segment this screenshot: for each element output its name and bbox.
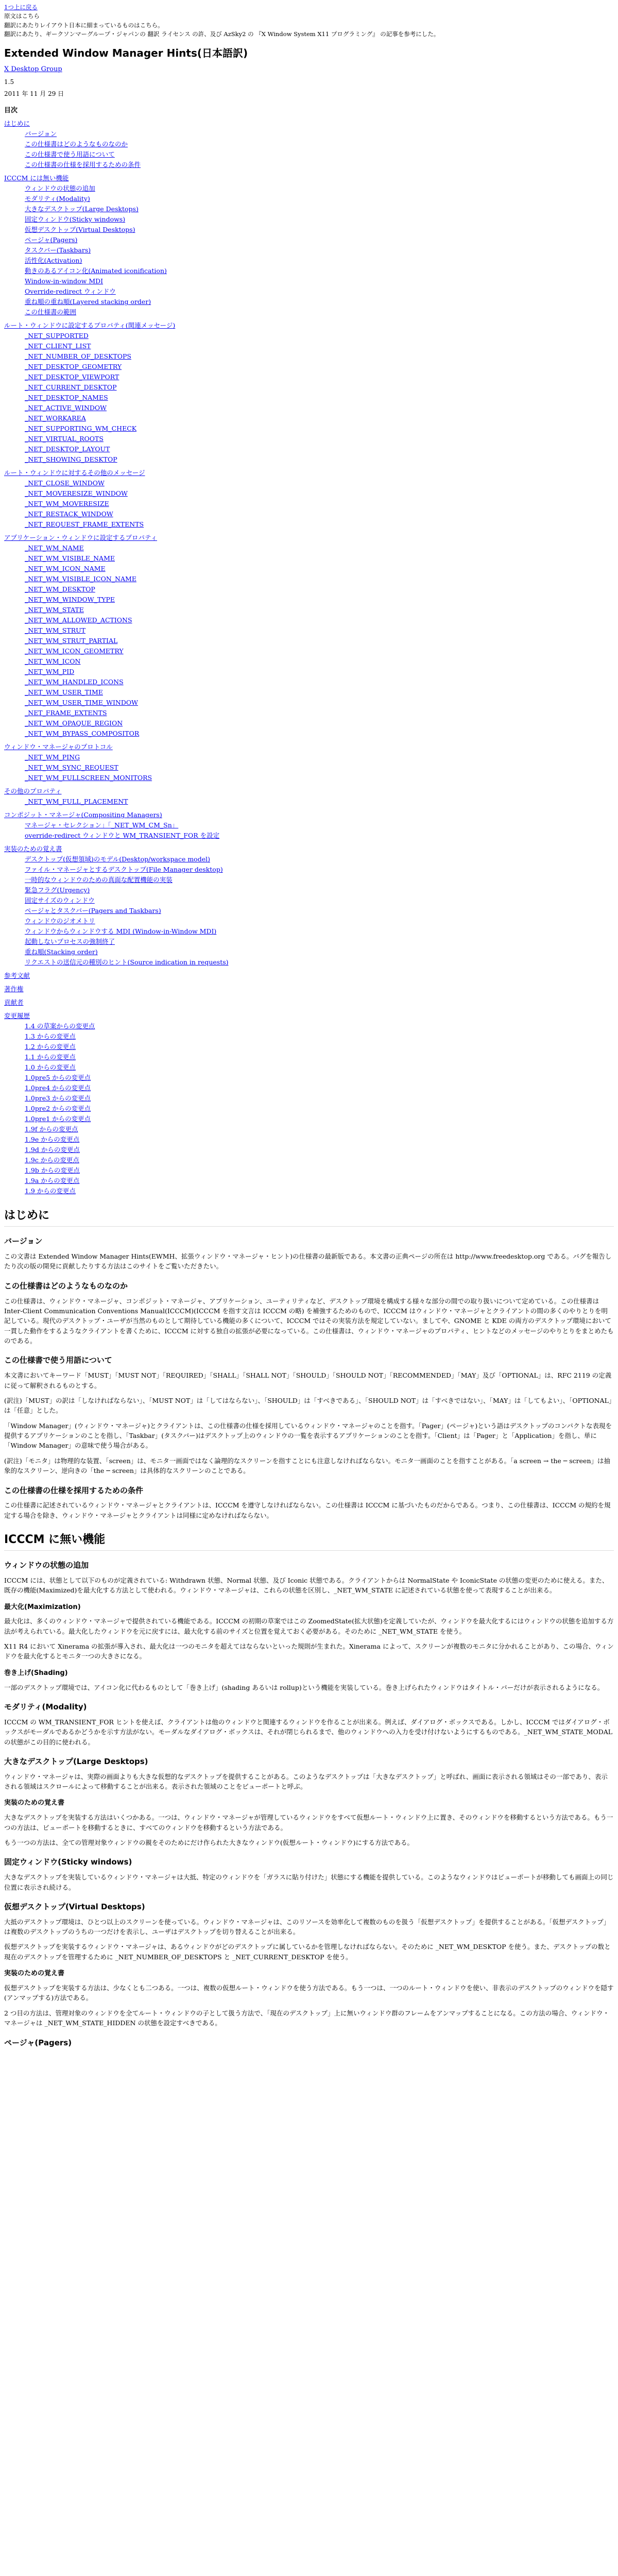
toc-link[interactable]: _NET_WM_ICON (25, 657, 81, 666)
paragraph: この文書は Extended Window Manager Hints(EWMH、拡張ウィンドウ・マネージャ・ヒント)の仕様書の最新版である。本文書の正典ページの所在は http://www.freedesktop.org である。バグを報告したり次の版の開発に貢献したりする方法はこのサイトをご覧いただきたい。 (4, 1252, 612, 1270)
toc-link[interactable]: _NET_DESKTOP_VIEWPORT (25, 373, 119, 381)
toc-link[interactable]: 一時的なウィンドウのための真面な配置機能の実装 (25, 876, 173, 884)
toc-link[interactable]: _NET_WM_PING (25, 753, 80, 761)
minor-heading: 巻き上げ(Shading) (4, 1669, 68, 1677)
toc-link[interactable]: ウィンドウ・マネージャのプロトコル (4, 743, 113, 751)
toc-item (25, 256, 614, 266)
toc-item (25, 204, 614, 214)
toc-item (4, 786, 614, 796)
subsection-heading: ウィンドウの状態の追加 (4, 1561, 89, 1570)
toc-link[interactable]: ICCCM には無い機能 (4, 174, 69, 182)
toc-item (25, 362, 614, 372)
toc-link[interactable]: _NET_DESKTOP_GEOMETRY (25, 363, 122, 371)
toc-item (25, 553, 614, 564)
toc-item (25, 413, 614, 423)
subsection-heading: 大きなデスクトップ(Large Desktops) (4, 1756, 148, 1766)
toc-link[interactable]: _NET_ACTIVE_WINDOW (25, 404, 107, 412)
minor-heading: 実装のための覚え書 (4, 1799, 65, 1807)
toc-link[interactable]: _NET_WM_STRUT (25, 626, 85, 635)
toc-item (25, 605, 614, 615)
paragraph: ICCCM には、状態として以下のものが定義されている: Withdrawn 状態、Normal 状態、及び Iconic 状態である。クライアントからは NormalState や IconicState の状態の変更のために使える。また、既存の機能(Maximized)を最大化する方法として使われる。ウィンドウ・マネージャは、これらの状態を区別し、_NET_WM_STATE に記述されている状態を使って表現することが出来る。 (4, 1576, 609, 1595)
toc-item (25, 139, 614, 149)
toc-link[interactable]: この仕様書の仕様を採用するための条件 (25, 161, 141, 169)
paragraph: もう一つの方法は、全ての管理対象ウィンドウの親をそのためにだけ作られた大きなウィンドウ(仮想ルート・ウィンドウ)にする方法である。 (4, 1839, 414, 1847)
toc-item (25, 773, 614, 783)
version: 1.5 (4, 78, 14, 86)
toc-item (25, 584, 614, 595)
toc-link[interactable]: 固定サイズのウィンドウ (25, 896, 95, 905)
toc-link[interactable]: ウィンドウのジオメトリ (25, 917, 95, 925)
toc-link[interactable]: _NET_WM_STRUT_PARTIAL (25, 637, 118, 645)
layout-note: 翻訳にあたりレイアウト日本に細まっているものはこちら。 (4, 21, 164, 29)
toc-item (25, 403, 614, 413)
toc-item (4, 742, 614, 752)
paragraph: 一部のデスクトップ環境では、アイコン化に代わるものとして「巻き上げ」(shading あるいは rollup)という機能を実装している。巻き上げられたウィンドウはタイトル・バーだけが表示されるようになる。 (4, 1683, 604, 1691)
toc-item (4, 173, 614, 183)
toc-link[interactable]: _NET_WORKAREA (25, 414, 86, 422)
toc-item (25, 351, 614, 362)
toc-link[interactable]: 1.9b からの変更点 (25, 1166, 80, 1175)
toc-link[interactable]: 活性化(Activation) (25, 257, 82, 265)
toc-item (25, 307, 614, 317)
paragraph: 本文書においてキーワード「MUST」「MUST NOT」「REQUIRED」「SHALL」「SHALL NOT」「SHOULD」「SHOULD NOT」「RECOMMENDED」「MAY」及び「OPTIONAL」は、RFC 2119 の定義に従って解釈されるものとする。 (4, 1371, 612, 1389)
toc-link[interactable]: _NET_RESTACK_WINDOW (25, 510, 113, 518)
toc-link[interactable]: 変更履歴 (4, 1012, 30, 1020)
toc-link[interactable]: マネージャ・セレクション」「_NET_WM_CM_Sn」 (25, 821, 179, 829)
toc-item (25, 1186, 614, 1196)
toc-link[interactable]: _NET_WM_SYNC_REQUEST (25, 764, 118, 772)
toc-item (25, 718, 614, 728)
toc-item (25, 1114, 614, 1124)
author-link[interactable]: X Desktop Group (4, 65, 62, 73)
toc-item (25, 1031, 614, 1042)
toc-link[interactable]: _NET_WM_VISIBLE_ICON_NAME (25, 575, 136, 583)
paragraph: 大抵のデスクトップ環境は、ひとつ以上のスクリーンを使っている。ウィンドウ・マネージャは、このリソースを効率化して複数のものを扱う「仮想デスクトップ」を提供することがある。「仮想デスクトップ」は複数のデスクトップのうちの一つだけを表示し、ユーザはデスクトップを切り替えることが出来る。 (4, 1918, 610, 1936)
toc-item (25, 478, 614, 488)
subsection-heading: この仕様書の仕様を採用するための条件 (4, 1485, 144, 1495)
paragraph: 仮想デスクトップを実装する方法は、少なくとも二つある。一つは、複数の仮想ルート・ウィンドウを使う方法である。もう一つは、一つのルート・ウィンドウを使い、非表示のデスクトップのウィンドウを隠す(アンマップする)方法である。 (4, 1984, 614, 2002)
toc-item (25, 574, 614, 584)
toc-link[interactable]: override-redirect ウィンドウと WM_TRANSIENT_FOR を設定 (25, 832, 220, 840)
toc-link[interactable]: その他のプロパティ (4, 787, 62, 795)
toc-link[interactable]: 1.0 からの変更点 (25, 1063, 76, 1072)
toc-link[interactable]: _NET_NUMBER_OF_DESKTOPS (25, 352, 131, 361)
toc-item (25, 865, 614, 875)
toc-link[interactable]: 1.0pre1 からの変更点 (25, 1115, 91, 1123)
toc-link[interactable]: _NET_WM_ICON_NAME (25, 565, 106, 573)
toc-link[interactable]: _NET_WM_NAME (25, 544, 84, 552)
toc-item (25, 595, 614, 605)
toc-link[interactable]: _NET_DESKTOP_NAMES (25, 394, 108, 402)
paragraph: X11 R4 において Xinerama の拡張が導入され、最大化は一つのモニタを超えてはならないといった規則が生まれた。Xinerama によって、スクリーンが複数のモニタに分かれることがあり、この場合、ウィンドウを最大化するとモニタ一つの大きさになる。 (4, 1642, 614, 1660)
toc-item (25, 615, 614, 625)
toc-link[interactable]: アプリケーション・ウィンドウに設定するプロパティ (4, 534, 158, 542)
toc-link[interactable]: ファイル・マネージャとするデスクトップ(File Manager desktop) (25, 866, 223, 874)
paragraph: 仮想デスクトップを実装するウィンドウ・マネージャは、あるウィンドウがどのデスクトップに属しているかを管理しなければならない。そのために _NET_WM_DESKTOP を使う。また、デスクトップの数と現在のデスクトップを管理するために _NET_NUMBER_OF_DESKTOPS と _NET_CURRENT_DESKTOP を使う。 (4, 1943, 611, 1961)
toc-item (25, 1083, 614, 1093)
toc-link[interactable]: Window-in-window MDI (25, 277, 104, 285)
paragraph: 最大化は、多くのウィンドウ・マネージャで提供されている機能である。ICCCM の初期の草案ではこの ZoomedState(拡大状態)を定義していたが、ウィンドウを最大化するにはウィンドウの状態を追加する方法が考えられている。最大化したウィンドウを元に戻すには、最大化する前のサイズと位置を覚えておく必要がある。そのために _NET_WM_STATE を使う。 (4, 1617, 614, 1635)
translation-note: 翻訳にあたり、ギークソンマーグループ・ジャパンの 翻訳 ライセンス の許、及び AzSky2 の 『X Window System X11 プログラミング』 の記事を参考にした。 (4, 30, 440, 38)
toc-item (4, 320, 614, 331)
toc-item (25, 625, 614, 636)
toc-link[interactable]: バージョン (25, 130, 57, 138)
toc-link[interactable]: 1.9a からの変更点 (25, 1177, 80, 1185)
toc-link[interactable]: 起動しないプロセスの強制終了 (25, 938, 115, 946)
toc-link[interactable]: _NET_CURRENT_DESKTOP (25, 383, 117, 392)
toc-item (25, 1134, 614, 1145)
toc-item (25, 214, 614, 225)
toc-item (25, 423, 614, 434)
toc-link[interactable]: _NET_WM_HANDLED_ICONS (25, 678, 124, 686)
paragraph: 「Window Manager」(ウィンドウ・マネージャ)とクライアントは、この仕様書の仕様を採用しているウィンドウ・マネージャのことを指す。「Pager」(ページャ)という語はデスクトップのコンパクトな表現を提供するアプリケーションのことを指し、「Taskbar」(タスクバー)はデスクトップ上のウィンドウの一覧を表示するアプリケーションのことを指す。「Client」は「Pager」と「Application」を指し、単に「Window Manager」の意味で使う場合がある。 (4, 1421, 612, 1450)
toc-link[interactable]: ウィンドウからウィンドウする MDI (Window-in-Window MDI) (25, 927, 217, 936)
toc-link[interactable]: 貢献者 (4, 998, 24, 1007)
publish-date: 2011 年 11 月 29 日 (4, 90, 64, 98)
toc-item (4, 971, 614, 981)
toc-item (25, 926, 614, 937)
toc-link[interactable]: _NET_FRAME_EXTENTS (25, 709, 107, 717)
toc-item (25, 382, 614, 393)
toc-link[interactable]: 1.9d からの変更点 (25, 1146, 80, 1154)
toc-link[interactable]: 1.9f からの変更点 (25, 1125, 78, 1133)
toc-item (25, 1062, 614, 1073)
toc-link[interactable]: _NET_WM_DESKTOP (25, 585, 95, 594)
toc-link[interactable]: 重ね順の重ね順(Layered stacking order) (25, 298, 151, 306)
toc-link[interactable]: 緊急フラグ(Urgency) (25, 886, 90, 894)
toc-item (25, 1042, 614, 1052)
toc-item (25, 543, 614, 553)
toc-link[interactable]: _NET_WM_BYPASS_COMPOSITOR (25, 730, 140, 738)
original-note: 原文はこちら (4, 12, 40, 20)
toc-link[interactable]: モダリティ(Modality) (25, 195, 90, 203)
toc-item (25, 947, 614, 957)
toc-link[interactable]: 実装のための覚え書 (4, 845, 62, 853)
toc-heading: 目次 (4, 106, 18, 114)
toc-item (25, 708, 614, 718)
toc-item (25, 454, 614, 465)
toc-item (4, 118, 614, 129)
toc-link[interactable]: 仮想デスクトップ(Virtual Desktops) (25, 226, 135, 234)
paragraph: (訳注)「MUST」の訳は「しなければならない」、「MUST NOT」は「してはならない」、「SHOULD」は「すべきである」、「SHOULD NOT」は「すべきではない」、「MAY」は「してもよい」、「OPTIONAL」は「任意」とした。 (4, 1396, 612, 1415)
toc-link[interactable]: コンポジット・マネージャ(Compositing Managers) (4, 811, 162, 819)
toc-link[interactable]: この仕様書はどのようなものなのか (25, 140, 128, 148)
toc-item (25, 341, 614, 351)
toc-item (25, 1073, 614, 1083)
toc-item (25, 957, 614, 968)
toc-link[interactable]: 1.1 からの変更点 (25, 1053, 76, 1061)
toc-link[interactable]: はじめに (4, 120, 30, 128)
toc-item (25, 796, 614, 807)
toc-link[interactable]: 1.9e からの変更点 (25, 1136, 80, 1144)
toc-item (25, 1155, 614, 1165)
toc-link[interactable]: この仕様書で使う用語について (25, 150, 115, 159)
toc-item (25, 698, 614, 708)
toc-link[interactable]: ルート・ウィンドウに対するその他のメッセージ (4, 469, 145, 477)
toc-item (25, 762, 614, 773)
paragraph: 2 つ目の方法は、管理対象のウィンドウを全てルート・ウィンドウの子として扱う方法で、「現在のデスクトップ」上に無いウィンドウ群のフレームをアンマップすることになる。この方法の場合、ウィンドウ・マネージャは _NET_WM_STATE_HIDDEN の状態を設定すべきである。 (4, 2009, 610, 2027)
toc-item (25, 149, 614, 160)
toc-item (4, 810, 614, 820)
toc-link[interactable]: _NET_WM_FULLSCREEN_MONITORS (25, 774, 152, 782)
toc-link[interactable]: 大きなデスクトップ(Large Desktops) (25, 205, 139, 213)
toc-link[interactable]: _NET_WM_ALLOWED_ACTIONS (25, 616, 132, 624)
toc-item (25, 831, 614, 841)
toc-link[interactable]: ルート・ウィンドウに設定するプロパティ(関連メッセージ) (4, 321, 176, 330)
table-of-contents (4, 118, 614, 1196)
toc-link[interactable]: _NET_SHOWING_DESKTOP (25, 455, 117, 464)
toc-item (25, 677, 614, 687)
toc-item (25, 564, 614, 574)
back-link[interactable]: 1つ上に戻る (4, 4, 38, 11)
toc-item (4, 997, 614, 1008)
toc-link[interactable]: Override-redirect ウィンドウ (25, 287, 116, 296)
toc-item (25, 331, 614, 341)
toc-link[interactable]: _NET_SUPPORTING_WM_CHECK (25, 425, 137, 433)
paragraph: (訳注)「モニタ」は物理的な装置、「screen」は、モニタ一画面ではなく論理的なスクリーンを指すことにも注意しなければならない。モニタ一画面のことを指すことがある。「a screen → the ─ screen」は抽象的なスクリーン、逆向きの「the ─ screen」は具体的なスクリーンのことである。 (4, 1456, 611, 1475)
subsection-heading: 固定ウィンドウ(Sticky windows) (4, 1857, 132, 1867)
minor-heading: 実装のための覚え書 (4, 1970, 65, 1978)
toc-item (4, 1011, 614, 1021)
toc-item (25, 509, 614, 519)
toc-item (25, 129, 614, 139)
toc-item (25, 854, 614, 865)
toc-item (25, 286, 614, 297)
toc-item (25, 885, 614, 895)
toc-item (25, 916, 614, 926)
toc-link[interactable]: 1.2 からの変更点 (25, 1043, 76, 1051)
toc-link[interactable]: _NET_REQUEST_FRAME_EXTENTS (25, 520, 144, 529)
toc-item (25, 393, 614, 403)
toc-item (25, 656, 614, 667)
toc-item (25, 1052, 614, 1062)
toc-link[interactable]: ページャ(Pagers) (25, 236, 78, 244)
toc-item (25, 937, 614, 947)
toc-link[interactable]: _NET_MOVERESIZE_WINDOW (25, 489, 128, 498)
toc-item (25, 297, 614, 307)
toc-item (25, 1124, 614, 1134)
toc-item (25, 245, 614, 256)
toc-item (25, 434, 614, 444)
toc-item (25, 194, 614, 204)
toc-link[interactable]: リクエストの送信元の種別のヒント(Source indication in requests) (25, 958, 229, 967)
toc-link[interactable]: _NET_WM_ICON_GEOMETRY (25, 647, 124, 655)
paragraph: ICCCM の WM_TRANSIENT_FOR ヒントを使えば、クライアントは他のウィンドウと関連するウィンドウを作ることが出来る。例えば、ダイアログ・ボックスである。しかし、ICCCM ではダイアログ・ボックスがモーダルであるかどうかを示す方法がない。モーダルなダイアログ・ボックスは、それが閉じられるまで、他のウィンドウへの入力を受け付けないようにするものである。_NET_WM_STATE_MODAL の状態がこの目的に使われる。 (4, 1718, 613, 1746)
toc-item (25, 728, 614, 739)
paragraph: ウィンドウ・マネージャは、実際の画面よりも大きな仮想的なデスクトップを提供することがある。このようなデスクトップは「大きなデスクトップ」と呼ばれ、画面に表示される領域はその一部であり、表示される領域はスクロールによって移動することが出来る。表示された領域のことをビューポートと呼ぶ。 (4, 1772, 608, 1791)
toc-item (4, 984, 614, 994)
toc-link[interactable]: この仕様書の範囲 (25, 308, 77, 316)
toc-item (25, 667, 614, 677)
toc-item (25, 444, 614, 454)
toc-link[interactable]: 1.0pre3 からの変更点 (25, 1094, 91, 1103)
toc-link[interactable]: 著作権 (4, 985, 24, 993)
toc-link[interactable]: _NET_WM_MOVERESIZE (25, 500, 109, 508)
toc-link[interactable]: 参考文献 (4, 972, 30, 980)
toc-item (25, 687, 614, 698)
toc-link[interactable]: 固定ウィンドウ(Sticky windows) (25, 215, 126, 224)
toc-link[interactable]: 動きのあるアイコン化(Animated iconification) (25, 267, 167, 275)
toc-link[interactable]: 1.4 の草案からの変更点 (25, 1022, 95, 1030)
toc-link[interactable]: _NET_CLIENT_LIST (25, 342, 91, 350)
toc-item (25, 519, 614, 530)
toc-link[interactable]: 1.0pre2 からの変更点 (25, 1105, 91, 1113)
paragraph: 大きなデスクトップを実装しているウィンドウ・マネージャは大抵、特定のウィンドウを「ガラスに貼り付けた」状態にする機能を提供している。このようなウィンドウはビューポートが移動しても画面上の同じ位置に表示され続ける。 (4, 1873, 614, 1891)
toc-item (25, 266, 614, 276)
toc-link[interactable]: _NET_WM_PID (25, 668, 75, 676)
toc-item (25, 1145, 614, 1155)
toc-item (25, 1176, 614, 1186)
toc-link[interactable]: _NET_SUPPORTED (25, 332, 89, 340)
toc-link[interactable]: _NET_WM_WINDOW_TYPE (25, 596, 115, 604)
toc-link[interactable]: _NET_WM_VISIBLE_NAME (25, 554, 115, 563)
toc-link[interactable]: ページャとタスクバー(Pagers and Taskbars) (25, 907, 161, 915)
toc-link[interactable]: デスクトップ(仮想領域)のモデル(Desktop/workspace model) (25, 855, 210, 863)
paragraph: 大きなデスクトップを実装する方法はいくつかある。一つは、ウィンドウ・マネージャが管理しているウィンドウをすべて仮想ルート・ウィンドウ上に置き、そのウィンドウを移動するという方法である。もう一つの方法は、ビューポートを移動するときに、すべてのウィンドウを移動するという方法である。 (4, 1814, 613, 1832)
toc-item (25, 499, 614, 509)
paragraph: この仕様書に記述されているウィンドウ・マネージャとクライアントは、ICCCM を遵守しなければならない。この仕様書は ICCCM に基づいたものだからである。つまり、この仕様書は、ICCCM の規約を規定する場合を除き、ウィンドウ・マネージャとクライアントは同様に定めなければならない。 (4, 1501, 611, 1519)
toc-item (25, 235, 614, 245)
toc-link[interactable]: _NET_CLOSE_WINDOW (25, 479, 105, 487)
toc-link[interactable]: _NET_WM_STATE (25, 606, 84, 614)
toc-item (4, 844, 614, 854)
toc-item (25, 1021, 614, 1031)
paragraph: この仕様書は、ウィンドウ・マネージャ、コンポジット・マネージャ、アプリケーション、ユーティリティなど、デスクトップ環境を構成する様々な部分の間での取り扱いについて定めている。この仕様書は Inter-Client Communication Conventions Manual(ICCCM)(ICCCM を指す文言は ICCCM の略) を補強するためのもので、ICCCM はウィンドウ・マネージャとクライアントの間の多くのやりとりを明記している。現代のデスクトップ・ユーザが当然のものとして期待している機能の多くについて、ICCCM ではその実装方法を規定していない。ましてや、GNOME と KDE の両方のデスクトップ環境において一貫した動作をするようなクライアントを書くために、ICCCM に対する独自の拡張が必要になっている。この仕様書は、ウィンドウ・マネージャのプロパティ、ヒントなどのメッセージのやりとりをまとめたものである。 (4, 1297, 614, 1345)
toc-item (4, 533, 614, 543)
toc-item (25, 646, 614, 656)
toc-item (25, 875, 614, 885)
section-heading: はじめに (4, 1208, 614, 1227)
toc-link[interactable]: _NET_WM_USER_TIME (25, 688, 103, 697)
toc-link[interactable]: 1.0pre4 からの変更点 (25, 1084, 91, 1092)
toc-link[interactable]: _NET_WM_OPAQUE_REGION (25, 719, 123, 727)
subsection-heading: バージョン (4, 1236, 43, 1246)
toc-link[interactable]: 1.0pre5 からの変更点 (25, 1074, 91, 1082)
toc-link[interactable]: _NET_WM_USER_TIME_WINDOW (25, 699, 138, 707)
subsection-heading: ページャ(Pagers) (4, 2038, 72, 2047)
subsection-heading: この仕様書で使う用語について (4, 1355, 112, 1365)
document-title: Extended Window Manager Hints(日本語訳) (4, 47, 248, 59)
toc-link[interactable]: ウィンドウの状態の追加 (25, 184, 95, 193)
toc-item (25, 372, 614, 382)
top-notes (4, 3, 614, 39)
toc-item (25, 636, 614, 646)
document-body (4, 1208, 614, 2048)
toc-item (25, 752, 614, 762)
subsection-heading: モダリティ(Modality) (4, 1702, 87, 1712)
toc-item (25, 160, 614, 170)
toc-item (25, 906, 614, 916)
section-heading: ICCCM に無い機能 (4, 1532, 614, 1551)
toc-item (25, 1093, 614, 1104)
toc-item (25, 820, 614, 831)
toc-item (25, 276, 614, 286)
subsection-heading: この仕様書はどのようなものなのか (4, 1281, 128, 1291)
toc-item (25, 488, 614, 499)
toc-link[interactable]: _NET_DESKTOP_LAYOUT (25, 445, 110, 453)
toc-item (25, 895, 614, 906)
toc-link[interactable]: 1.9 からの変更点 (25, 1187, 76, 1195)
minor-heading: 最大化(Maximization) (4, 1603, 81, 1611)
toc-item (25, 225, 614, 235)
toc-item (4, 468, 614, 478)
toc-item (25, 183, 614, 194)
subsection-heading: 仮想デスクトップ(Virtual Desktops) (4, 1902, 145, 1911)
toc-link[interactable]: _NET_VIRTUAL_ROOTS (25, 435, 104, 443)
toc-link[interactable]: 重ね順(Stacking order) (25, 948, 98, 956)
toc-link[interactable]: 1.3 からの変更点 (25, 1032, 76, 1041)
toc-item (25, 1165, 614, 1176)
toc-link[interactable]: 1.9c からの変更点 (25, 1156, 79, 1164)
toc-link[interactable]: タスクバー(Taskbars) (25, 246, 91, 255)
toc-link[interactable]: _NET_WM_FULL_PLACEMENT (25, 798, 128, 806)
toc-item (25, 1104, 614, 1114)
